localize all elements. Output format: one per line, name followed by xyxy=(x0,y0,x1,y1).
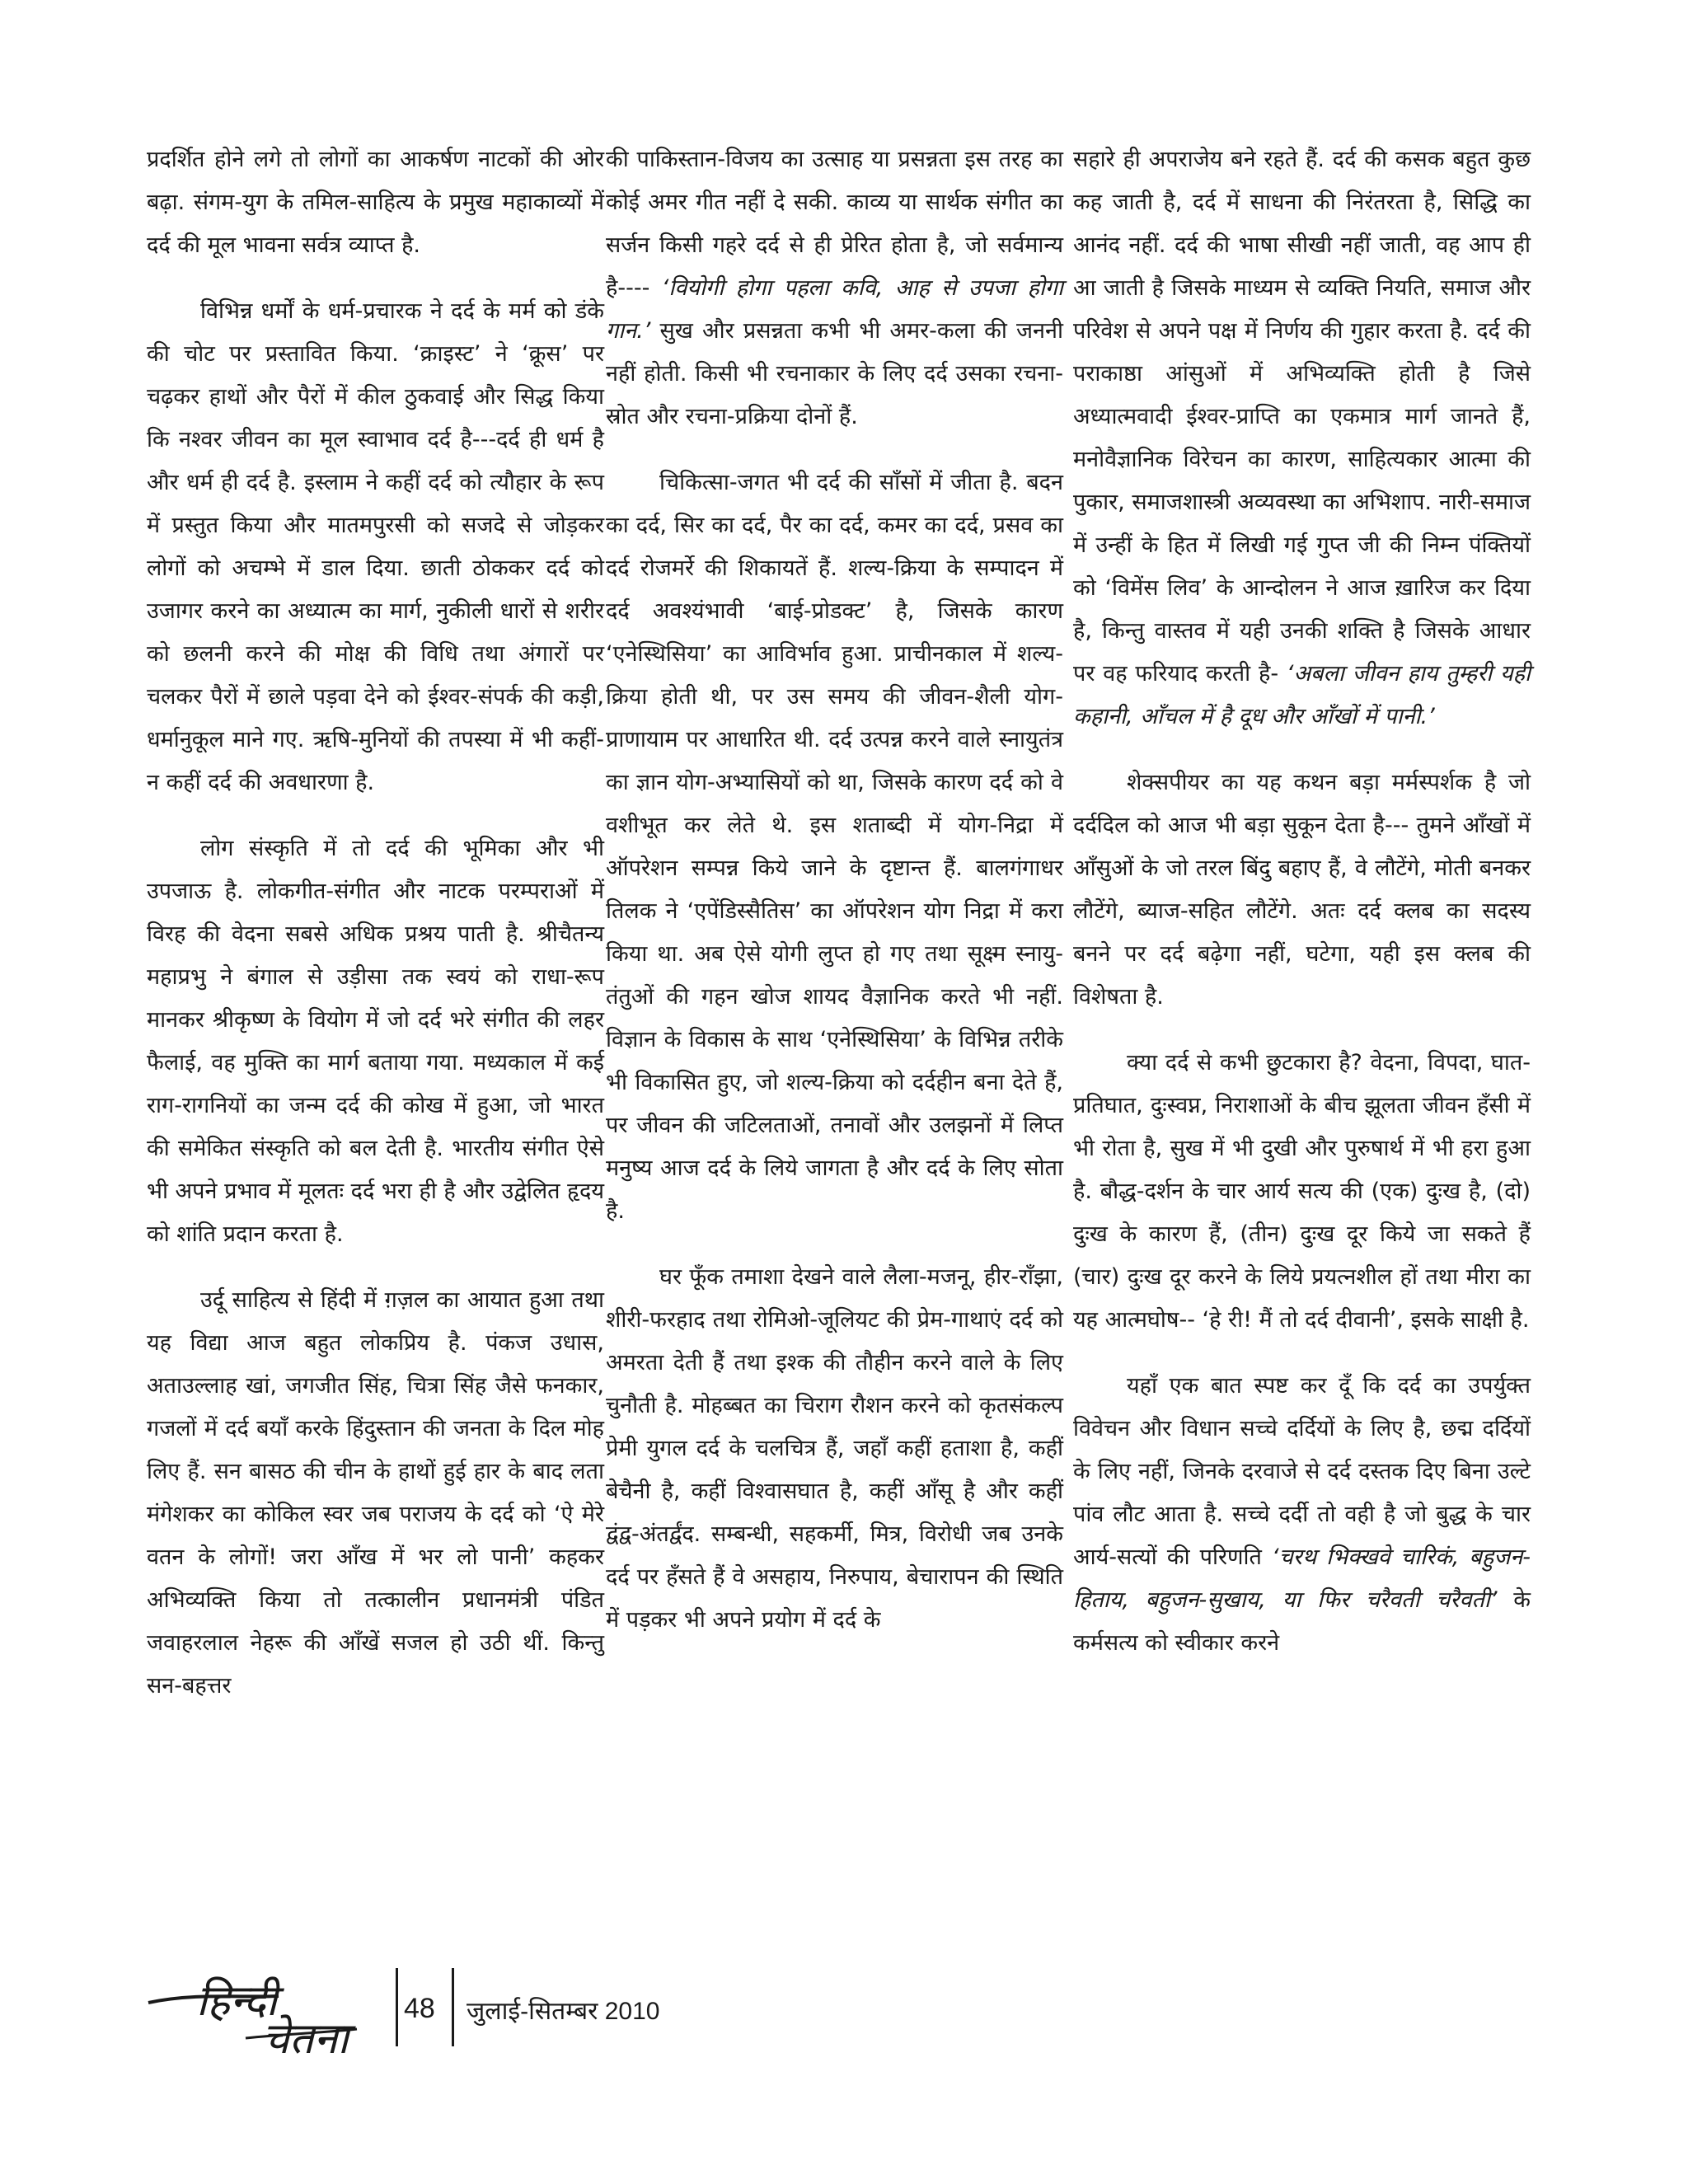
paragraph xyxy=(1073,762,1531,1019)
quotation: ‘अबला जीवन हाय तुम्हरी यही कहानी, आँचल में है दूध और आँखों में पानी.’ xyxy=(1073,661,1531,729)
quotation: ‘वियोगी होगा पहला कवि, आह से उपजा होगा गान.’ xyxy=(606,275,1064,344)
column-3 xyxy=(1073,138,1531,1688)
paragraph xyxy=(606,462,1063,1233)
paragraph xyxy=(1073,1042,1531,1342)
paragraph xyxy=(1073,1365,1531,1665)
paragraph-text: शेक्सपीयर का यह कथन बड़ा मर्मस्पर्शक है जो दर्ददिल को आज भी बड़ा सुकून देता है--- तुमने आँखों में आँसुओं के जो तरल बिंदु बहाए हैं, वे लौटेंगे, मोती बनकर लौटेंगे, ब्याज-सहित लौटेंगे. अतः दर्द क्लब का सदस्य बनने पर दर्द बढ़ेगा नहीं, घटेगा, यही इस क्लब की विशेषता है. xyxy=(1073,770,1531,1010)
column-2 xyxy=(606,138,1063,1665)
paragraph xyxy=(606,1256,1063,1642)
page-footer xyxy=(147,1960,889,2064)
issue-date: जुलाई-सितम्बर 2010 xyxy=(467,1998,660,2025)
paragraph-text: चिकित्सा-जगत भी दर्द की साँसों में जीता है. बदन का दर्द, सिर का दर्द, पैर का दर्द, कमर का दर्द, प्रसव का दर्द रोजमर्रे की शिकायतें हैं. शल्य-क्रिया के सम्पादन में दर्द अवश्यंभावी ‘बाई-प्रोडक्ट’ है, जिसके कारण ‘एनेस्थिसिया’ का आविर्भाव हुआ. प्राचीनकाल में शल्य-क्रिया होती थी, पर उस समय की जीवन-शैली योग-प्राणायाम पर आधारित थी. दर्द उत्पन्न करने वाले स्नायुतंत्र का ज्ञान योग-अभ्यासियों को था, जिसके कारण दर्द को वे वशीभूत कर लेते थे. इस शताब्दी में योग-निद्रा में ऑपरेशन सम्पन्न किये जाने के दृष्टान्त हैं. बालगंगाधर तिलक ने ‘एपेंडिस्सैतिस’ का ऑपरेशन योग निद्रा में करा किया था. अब ऐसे योगी लुप्त हो गए तथा सूक्ष्म स्नायु-तंतुओं की गहन खोज शायद वैज्ञानिक करते भी नहीं. विज्ञान के विकास के साथ ‘एनेस्थिसिया’ के विभिन्न तरीके भी विकासित हुए, जो शल्य-क्रिया को दर्दहीन बना देते हैं, पर जीवन की जटिलताओं, तनावों और उलझनों में लिप्त मनुष्य आज दर्द के लिये जागता है और दर्द के लिए सोता है. xyxy=(606,470,1063,1224)
footer-divider-left xyxy=(396,1968,398,2046)
paragraph-text: उर्दू साहित्य से हिंदी में ग़ज़ल का आयात हुआ तथा यह विद्या आज बहुत लोकप्रिय है. पंकज उधास, अताउल्लाह खां, जगजीत सिंह, चित्रा सिंह जैसे फनकार, गजलों में दर्द बयाँ करके हिंदुस्तान की जनता के दिल मोह लिए हैं. सन बासठ की चीन के हाथों हुई हार के बाद लता मंगेशकर का कोकिल स्वर जब पराजय के दर्द को ‘ऐ मेरे वतन के लोगों! जरा आँख में भर लो पानी’ कहकर अभिव्यक्ति किया तो तत्कालीन प्रधानमंत्री पंडित जवाहरलाल नेहरू की आँखें सजल हो उठी थीं. किन्तु सन-बहत्तर xyxy=(147,1287,604,1699)
paragraph-text: यहाँ एक बात स्पष्ट कर दूँ कि दर्द का उपर्युक्त विवेचन और विधान सच्चे दर्दियों के लिए है, छद्म दर्दियों के लिए नहीं, जिनके दरवाजे से दर्द दस्तक दिए बिना उल्टे पांव लौट आता है. सच्चे दर्दी तो वही है जो बुद्ध के चार आर्य-सत्यों की परिणति xyxy=(1073,1373,1531,1570)
paragraph xyxy=(606,138,1063,438)
page-number: 48 xyxy=(404,1993,435,2024)
paragraph-text: क्या दर्द से कभी छुटकारा है? वेदना, विपदा, घात-प्रतिघात, दुःस्वप्न, निराशाओं के बीच झूलता जीवन हँसी में भी रोता है, सुख में भी दुखी और पुरुषार्थ में भी हरा हुआ है. बौद्ध-दर्शन के चार आर्य सत्य की (एक) दुःख है, (दो) दुःख के कारण हैं, (तीन) दुःख दूर किये जा सकते हैं (चार) दुःख दूर करने के लिये प्रयत्नशील हों तथा मीरा का यह आत्मघोष-- ‘हे री! मैं तो दर्द दीवानी’, इसके साक्षी है. xyxy=(1073,1050,1531,1333)
column-1 xyxy=(147,138,604,1731)
quotation: ‘चरथ भिक्खवे चारिकं, बहुजन-हिताय, बहुजन-सुखाय, या फिर चरैवती चरैवती’ xyxy=(1073,1544,1531,1613)
logo-word-hindi: हिन्दी xyxy=(196,1976,278,2026)
paragraph xyxy=(147,138,604,267)
footer-divider-right xyxy=(452,1968,454,2046)
paragraph xyxy=(147,1279,604,1708)
paragraph xyxy=(147,827,604,1256)
paragraph-text: घर फूँक तमाशा देखने वाले लैला-मजनू, हीर-राँझा, शीरी-फरहाद तथा रोमिओ-जूलियट की प्रेम-गाथाएं दर्द को अमरता देती हैं तथा इश्क की तौहीन करने वाले के लिए चुनौती है. मोहब्बत का चिराग रौशन करने को कृतसंकल्प प्रेमी युगल दर्द के चलचित्र हैं, जहाँ कहीं हताशा है, कहीं बेचैनी है, कहीं विश्वासघात है, कहीं आँसू है और कहीं द्वंद्व-अंतर्द्वंद. सम्बन्धी, सहकर्मी, मित्र, विरोधी जब उनके दर्द पर हँसते हैं वे असहाय, निरुपाय, बेचारापन की स्थिति में पड़कर भी अपने प्रयोग में दर्द के xyxy=(606,1264,1063,1633)
paragraph-text: प्रदर्शित होने लगे तो लोगों का आकर्षण नाटकों की ओर बढ़ा. संगम-युग के तमिल-साहित्य के प्रमुख महाकाव्यों में दर्द की मूल भावना सर्वत्र व्याप्त है. xyxy=(147,147,604,258)
paragraph-text-tail: के कर्मसत्य को स्वीकार करने xyxy=(1073,1587,1531,1656)
paragraph-text-tail: सुख और प्रसन्नता कभी भी अमर-कला की जननी नहीं होती. किसी भी रचनाकार के लिए दर्द उसका रचना-स्रोत और रचना-प्रक्रिया दोनों हैं. xyxy=(606,318,1063,429)
magazine-logo xyxy=(147,1960,394,2064)
paragraph xyxy=(147,290,604,804)
paragraph-text: लोग संस्कृति में तो दर्द की भूमिका और भी उपजाऊ है. लोकगीत-संगीत और नाटक परम्पराओं में विरह की वेदना सबसे अधिक प्रश्रय पाती है. श्रीचैतन्य महाप्रभु ने बंगाल से उड़ीसा तक स्वयं को राधा-रूप मानकर श्रीकृष्ण के वियोग में जो दर्द भरे संगीत की लहर फैलाई, वह मुक्ति का मार्ग बताया गया. मध्यकाल में कई राग-रागनियों का जन्म दर्द की कोख में हुआ, जो भारत की समेकित संस्कृति को बल देती है. भारतीय संगीत ऐसे भी अपने प्रभाव में मूलतः दर्द भरा ही है और उद्वेलित हृदय को शांति प्रदान करता है. xyxy=(147,836,604,1247)
logo-word-chetna: चेतना xyxy=(262,2014,349,2064)
paragraph xyxy=(1073,138,1531,738)
paragraph-text: विभिन्न धर्मों के धर्म-प्रचारक ने दर्द के मर्म को डंके की चोट पर प्रस्तावित किया. ‘क्राइस्ट’ ने ‘क्रूस’ पर चढ़कर हाथों और पैरों में कील ठुकवाई और सिद्ध किया कि नश्वर जीवन का मूल स्वाभाव दर्द है---दर्द ही धर्म है और धर्म ही दर्द है. इस्लाम ने कहीं दर्द को त्यौहार के रूप में प्रस्तुत किया और मातमपुरसी को सजदे से जोड़कर लोगों को अचम्भे में डाल दिया. छाती ठोककर दर्द को उजागर करने का अध्यात्म का मार्ग, नुकीली धारों से शरीर को छलनी करने की मोक्ष की विधि तथा अंगारों पर चलकर पैरों में छाले पड़वा देने को ईश्वर-संपर्क की कड़ी, धर्मानुकूल माने गए. ऋषि-मुनियों की तपस्या में भी कहीं-न कहीं दर्द की अवधारणा है. xyxy=(147,298,604,795)
paragraph-text: सहारे ही अपराजेय बने रहते हैं. दर्द की कसक बहुत कुछ कह जाती है, दर्द में साधना की निरंतरता है, सिद्धि का आनंद नहीं. दर्द की भाषा सीखी नहीं जाती, वह आप ही आ जाती है जिसके माध्यम से व्यक्ति नियति, समाज और परिवेश से अपने पक्ष में निर्णय की गुहार करता है. दर्द की पराकाष्ठा आंसुओं में अभिव्यक्ति होती है जिसे अध्यात्मवादी ईश्वर-प्राप्ति का एकमात्र मार्ग जानते हैं, मनोवैज्ञानिक विरेचन का कारण, साहित्यकार आत्मा की पुकार, समाजशास्त्री अव्यवस्था का अभिशाप. नारी-समाज में उन्हीं के हित में लिखी गई गुप्त जी की निम्न पंक्तियों को ‘विमेंस लिव’ के आन्दोलन ने आज ख़ारिज कर दिया है, किन्तु वास्तव में यही उनकी शक्ति है जिसके आधार पर वह फरियाद करती है- xyxy=(1073,147,1531,687)
paragraph-text: की पाकिस्तान-विजय का उत्साह या प्रसन्नता इस तरह का कोई अमर गीत नहीं दे सकी. काव्य या सार्थक संगीत का सर्जन किसी गहरे दर्द से ही प्रेरित होता है, जो सर्वमान्य है---- xyxy=(606,147,1063,301)
